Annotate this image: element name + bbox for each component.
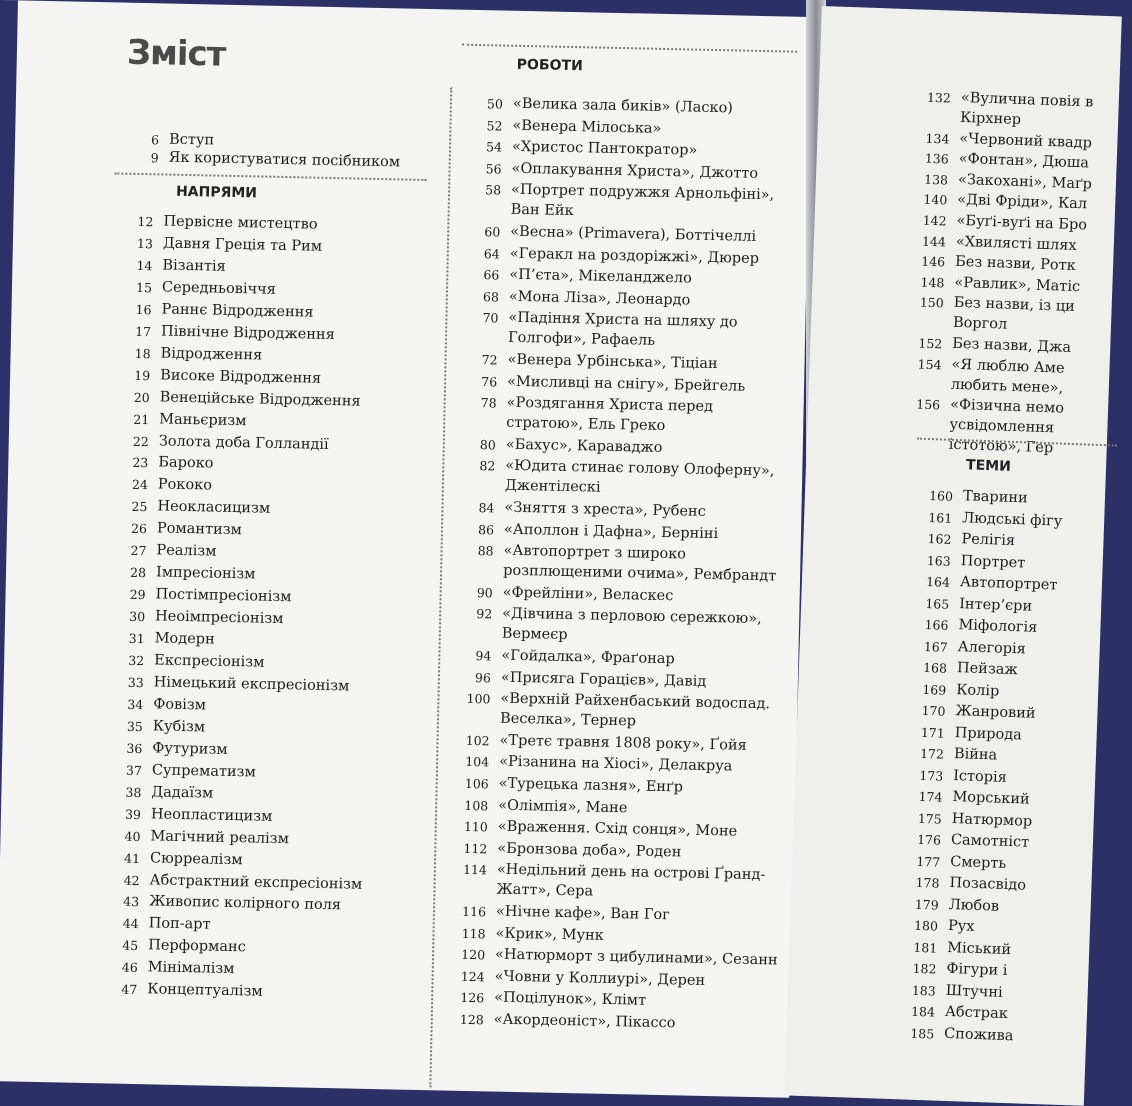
toc-page-number: 181: [913, 939, 938, 956]
toc-entry-title: «Хвилясті шлях: [955, 233, 1077, 254]
toc-entry-title: «Аполлон і Дафна», Берніні: [503, 521, 719, 542]
toc-page-number: 60: [484, 224, 501, 240]
toc-page-number: 31: [128, 630, 145, 647]
toc-entry-title: «Крик», Мунк: [495, 925, 605, 944]
toc-page-number: 17: [135, 323, 152, 339]
toc-entry-title: Візантія: [162, 257, 226, 275]
toc-entry-title-continued: розплющеними очима», Рембрандт: [502, 562, 777, 585]
toc-entry-title: «Закохані», Маґр: [957, 171, 1093, 193]
toc-page-number: 6: [150, 132, 160, 148]
toc-page-number: 82: [479, 458, 496, 474]
toc-page-number: 166: [924, 616, 949, 633]
toc-entry-title-continued: усвідомлення: [949, 416, 1055, 437]
toc-page-number: 140: [923, 192, 948, 208]
toc-page-number: 25: [131, 499, 148, 515]
toc-entry-title: «Враження. Схід сонця», Моне: [497, 818, 738, 840]
toc-page-number: 88: [477, 543, 494, 559]
toc-entry-title: Концептуалізм: [147, 981, 263, 1000]
toc-page-number: 102: [465, 732, 490, 749]
toc-entry-title: «Присяга Горацієв», Давід: [500, 669, 707, 690]
toc-entry-title: «Портрет подружжя Арнольфіні»,: [510, 182, 775, 204]
toc-entry-title: Постімпресіонізм: [155, 586, 292, 606]
toc-entry-title: Імпресіонізм: [155, 564, 256, 583]
toc-entry-title-continued: Джентілескі: [504, 478, 601, 497]
toc-entry-title: «Червоний квадр: [959, 130, 1093, 152]
toc-entry-title: Історія: [952, 767, 1008, 786]
toc-page-number: 66: [483, 267, 500, 283]
toc-page-number: 34: [127, 696, 144, 713]
toc-page-number: 118: [461, 925, 486, 941]
toc-entry-title-continued: Голгофи», Рафаель: [507, 330, 656, 350]
toc-entry-title: Алегорія: [957, 638, 1027, 658]
toc-entry-title: Раннє Відродження: [161, 301, 314, 321]
toc-entry-title: Спожива: [943, 1025, 1014, 1044]
toc-entry-title: «Верхній Райхенбаський водоспад.: [500, 690, 771, 713]
toc-page-number: 170: [921, 702, 946, 719]
toc-entry-title: Живопис колірного поля: [148, 893, 342, 914]
toc-entry-title: «Я люблю Аме: [951, 356, 1065, 377]
toc-entry-title: Середньовіччя: [161, 279, 277, 298]
toc-page-number: 148: [920, 274, 945, 291]
toc-page-number: 167: [923, 638, 948, 655]
toc-page-number: 72: [481, 352, 498, 368]
toc-page-number: 152: [918, 335, 943, 352]
toc-page-number: 13: [136, 235, 154, 252]
toc-entry-title: Неокласицизм: [157, 498, 271, 518]
toc-entry-title: «Турецька лазня», Енґр: [498, 775, 684, 796]
toc-entry-title: Рококо: [157, 476, 213, 494]
toc-entry-title: «Поцілунок», Клімт: [494, 989, 647, 1010]
toc-entry-title: Неопластицизм: [150, 805, 273, 825]
toc-entry-title: «Велика зала биків» (Ласко): [512, 95, 734, 117]
toc-entry-title: Жанровий: [955, 703, 1036, 722]
toc-page-number: 36: [126, 740, 143, 756]
toc-page-number: 178: [915, 874, 940, 891]
toc-entry-title: «Натюрморт з цибулинами», Сезанн: [494, 946, 778, 969]
toc-entry-title-continued: Жатт», Сера: [496, 881, 594, 901]
toc-entry-title: «Оплакування Христа», Джотто: [511, 160, 759, 182]
toc-entry-title: Природа: [954, 724, 1023, 743]
divider-roboty: [462, 44, 797, 53]
toc-entry-title: Давня Греція та Рим: [162, 235, 323, 255]
toc-page-number: 100: [466, 691, 491, 707]
toc-page-number: 30: [129, 608, 146, 625]
toc-page-number: 124: [460, 968, 485, 985]
toc-entry-title: Бароко: [158, 454, 214, 473]
toc-entry-title: Експресіонізм: [154, 652, 265, 671]
toc-page-number: 29: [129, 586, 146, 603]
toc-page-number: 58: [485, 182, 502, 198]
toc-entry-title: Як користуватися посібником: [168, 149, 401, 171]
toc-entry-title: Колір: [955, 681, 1000, 700]
toc-page-number: 26: [130, 521, 148, 537]
toc-page-number: 33: [127, 674, 144, 691]
toc-entry-title: «Падіння Христа на шляху до: [508, 310, 738, 331]
toc-page-number: 12: [137, 213, 154, 230]
toc-entry-title: «Човни у Коллиурі», Дерен: [494, 968, 706, 989]
toc-page-number: 19: [134, 367, 151, 383]
toc-entry-title: «Недільний день на острові Ґранд-: [496, 861, 766, 884]
toc-entry-title: Супрематизм: [151, 762, 257, 781]
toc-entry-title: Натюрмор: [951, 810, 1033, 830]
toc-page-number: 90: [476, 584, 493, 601]
toc-entry-title-continued: Вермеєр: [501, 626, 568, 644]
toc-page-number: 50: [486, 96, 504, 112]
toc-entry-title: «Акордеоніст», Пікассо: [493, 1011, 676, 1032]
toc-entry-title: Портрет: [960, 552, 1026, 571]
toc-page-number: 37: [125, 762, 143, 778]
toc-entry-title-continued: Ван Ейк: [510, 202, 574, 220]
toc-entry-title: Сюрреалізм: [149, 849, 243, 868]
toc-page-number: 96: [474, 669, 492, 686]
toc-page-number: 169: [922, 681, 947, 698]
toc-page-number: 173: [919, 767, 944, 784]
section-heading-napryamy: НАПРЯМИ: [175, 183, 258, 202]
toc-entry-title: Магічний реалізм: [150, 827, 290, 847]
toc-entry-title: Морський: [952, 789, 1030, 808]
toc-entry-title: «Мисливці на снігу», Брейгель: [506, 373, 746, 395]
toc-page-number: 45: [122, 938, 139, 954]
toc-page-number: 174: [918, 788, 943, 805]
toc-entry-title: Війна: [953, 746, 998, 764]
toc-page-number: 172: [919, 745, 945, 762]
toc-entry-title: «Нічне кафе», Ван Гог: [495, 903, 670, 924]
toc-entry-title: «Фонтан», Дюша: [958, 151, 1090, 172]
toc-entry-title: «Венера Мілоська»: [512, 117, 662, 137]
toc-entry-title: Абстрактний експресіонізм: [149, 871, 363, 893]
toc-page-number: 86: [477, 521, 495, 538]
toc-page-number: 24: [131, 477, 149, 493]
toc-entry-title: Первісне мистецтво: [163, 213, 318, 233]
toc-page-number: 116: [461, 903, 487, 920]
toc-page-number: 84: [478, 500, 495, 516]
toc-page-number: 175: [917, 810, 942, 827]
toc-entry-title: Дадаїзм: [151, 784, 214, 802]
toc-page-number: 47: [121, 982, 138, 998]
toc-entry-title: «Бронзова доба», Роден: [497, 840, 682, 861]
toc-entry-title: «Фізична немо: [949, 396, 1065, 417]
toc-page-number: 182: [912, 960, 937, 977]
toc-entry-title: Вступ: [168, 131, 215, 149]
toc-page-number: 138: [923, 171, 949, 188]
toc-page-number: 9: [150, 150, 159, 166]
toc-entry-title: Абстрак: [944, 1003, 1009, 1023]
toc-entry-title: Тварини: [962, 488, 1028, 507]
toc-entry-title: Автопортрет: [959, 574, 1058, 594]
toc-page-number: 27: [130, 543, 147, 559]
toc-page-number: 132: [926, 89, 952, 106]
toc-entry-title: «Зняття з хреста», Рубенс: [504, 499, 706, 520]
toc-page-number: 23: [132, 455, 149, 471]
toc-entry-title: «Геракл на роздоріжжі», Дюрер: [509, 245, 760, 267]
toc-entry-title-continued: Кірхнер: [959, 109, 1022, 129]
toc-entry-title: Штучні: [945, 982, 1003, 1001]
toc-entry-title: «П’єта», Мікеланджело: [509, 266, 692, 287]
toc-entry-title: «Дівчина з перловою сережкою»,: [502, 606, 762, 628]
toc-entry-title: Перформанс: [148, 937, 246, 956]
toc-entry-title: Кубізм: [152, 718, 206, 736]
toc-entry-title: Пейзаж: [956, 660, 1019, 679]
toc-page-number: 160: [928, 488, 954, 504]
toc-entry-title: Відродження: [160, 345, 263, 364]
toc-page-number: 163: [926, 552, 951, 569]
toc-page-number: 40: [124, 828, 141, 844]
toc-page-number: 18: [134, 345, 151, 361]
toc-entry-title: Смерть: [949, 853, 1007, 872]
toc-entry-title: Фігури і: [946, 960, 1008, 980]
toc-entry-title: Без назви, Ротк: [954, 253, 1076, 275]
toc-page-number: 165: [925, 595, 950, 612]
toc-entry-title: Рух: [947, 917, 975, 935]
toc-entry-title: Романтизм: [156, 520, 243, 539]
toc-entry-title: Реалізм: [156, 542, 217, 560]
toc-entry-title: Інтер’єри: [958, 595, 1033, 615]
toc-page-number: 38: [125, 784, 142, 800]
toc-entry-title: «Роздягання Христа перед: [506, 394, 714, 416]
toc-page-number: 177: [916, 853, 941, 870]
toc-entry-title: Неоімпресіонізм: [154, 608, 284, 628]
toc-entry-title: Самотніст: [950, 832, 1030, 851]
toc-entry-title: Золота доба Голландії: [158, 432, 329, 453]
toc-entry-title: Футуризм: [152, 740, 228, 758]
toc-page-number: 76: [481, 373, 498, 390]
toc-page-number: 94: [475, 648, 492, 664]
toc-entry-title: «Автопортрет з широко: [503, 542, 687, 563]
toc-page-number: 180: [913, 917, 939, 934]
toc-entry-title: Поп-арт: [148, 915, 211, 934]
toc-page-number: 28: [129, 565, 147, 581]
toc-page-number: 20: [133, 389, 150, 405]
toc-page-number: 52: [486, 117, 503, 134]
toc-entry-title: Людські фігу: [961, 509, 1063, 530]
toc-page-number: 126: [460, 990, 485, 1006]
toc-entry-title-continued: істотою», Гер: [948, 436, 1054, 457]
toc-page-number: 46: [121, 960, 138, 976]
toc-page-number: 80: [479, 436, 496, 453]
toc-page-number: 106: [464, 775, 489, 792]
toc-page-number: 104: [465, 754, 490, 770]
toc-page-number: 39: [124, 806, 142, 822]
toc-page-number: 154: [917, 356, 942, 372]
toc-page-number: 35: [126, 718, 143, 734]
toc-page-number: 22: [132, 433, 149, 449]
page-title: Зміст: [126, 32, 226, 75]
toc-entry-title: Мінімалізм: [147, 959, 235, 978]
toc-entry-title: «Дві Фріди», Кал: [957, 192, 1088, 213]
toc-page-number: 14: [136, 257, 153, 274]
toc-entry-title: «Третє травня 1808 року», Ґойя: [499, 732, 747, 754]
toc-entry-title: Любов: [948, 896, 1000, 915]
toc-page-number: 150: [919, 294, 944, 311]
toc-entry-title: «Олімпія», Мане: [498, 797, 628, 816]
toc-entry-title: Фовізм: [153, 696, 207, 714]
toc-page-number: 146: [921, 253, 946, 270]
toc-entry-title: «Венера Урбінська», Тіціан: [507, 351, 718, 373]
toc-page-number: 108: [464, 797, 489, 813]
divider-napryamy: [114, 172, 426, 181]
toc-page-number: 110: [463, 819, 488, 835]
toc-entry-title: Високе Відродження: [160, 367, 322, 387]
toc-entry-title: Без назви, Джа: [952, 335, 1072, 356]
toc-page-number: 184: [910, 1003, 936, 1020]
toc-entry-title-continued: Воргол: [952, 315, 1008, 334]
section-heading-temy: ТЕМИ: [965, 457, 1012, 475]
toc-page-number: 136: [924, 150, 949, 167]
toc-page-number: 21: [133, 411, 150, 427]
toc-page-number: 161: [928, 509, 953, 526]
toc-page-number: 68: [482, 288, 500, 305]
toc-entry-title: «Гойдалка», Фраґонар: [501, 647, 675, 668]
toc-entry-title: «Христос Пантократор»: [511, 138, 698, 159]
toc-page-number: 176: [916, 831, 942, 848]
toc-entry-title: Німецький експресіонізм: [153, 674, 350, 695]
toc-entry-title: Без назви, із ци: [953, 295, 1076, 316]
toc-entry-title: «Вулична повія в: [960, 89, 1094, 111]
toc-entry-title-continued: стратою», Ель Греко: [506, 414, 666, 435]
toc-entry-title: Позасвідо: [949, 874, 1027, 894]
toc-page-number: 32: [128, 652, 145, 669]
toc-entry-title: «Весна» (Primavera), Боттічеллі: [510, 223, 757, 245]
toc-entry-title: «Буґі-вуґі на Бро: [956, 212, 1088, 234]
toc-page-number: 156: [916, 396, 941, 413]
toc-page-number: 128: [459, 1011, 484, 1028]
toc-page-number: 179: [914, 896, 939, 913]
toc-page-number: 164: [925, 573, 951, 590]
toc-entry-title: Венеційське Відродження: [159, 389, 361, 410]
toc-entry-title: Маньєризм: [159, 410, 247, 429]
toc-entry-title: «Юдита стинає голову Олоферну»,: [505, 458, 775, 480]
toc-page-number: 16: [135, 301, 152, 318]
toc-page-number: 114: [462, 862, 488, 878]
right-page: [784, 6, 1122, 1106]
toc-page-number: 70: [482, 310, 499, 326]
toc-page-number: 41: [123, 850, 141, 866]
toc-entry-title: Північне Відродження: [160, 323, 335, 343]
toc-page-number: 162: [927, 531, 952, 547]
toc-page-number: 112: [463, 840, 488, 857]
toc-page-number: 168: [922, 659, 948, 676]
toc-page-number: 185: [910, 1025, 935, 1042]
toc-page-number: 142: [922, 212, 947, 229]
toc-entry-title: Релігія: [961, 531, 1016, 550]
toc-page-number: 120: [461, 947, 486, 963]
toc-page-number: 144: [921, 233, 947, 250]
toc-entry-title-continued: Веселка», Тернер: [499, 710, 637, 730]
toc-entry-title: Міський: [946, 939, 1012, 958]
toc-page-number: 43: [123, 894, 140, 910]
toc-page-number: 92: [476, 606, 493, 622]
toc-entry-title: «Різанина на Хіосі», Делакруа: [498, 754, 733, 775]
toc-page-number: 44: [122, 916, 139, 932]
toc-page-number: 15: [135, 279, 153, 296]
toc-page-number: 42: [123, 872, 140, 888]
toc-page-number: 78: [480, 395, 497, 411]
toc-entry-title: Міфологія: [958, 617, 1038, 636]
section-heading-roboty: РОБОТИ: [516, 56, 583, 75]
toc-page-number: 64: [483, 245, 500, 262]
toc-page-number: 134: [925, 130, 950, 147]
toc-page-number: 54: [485, 139, 503, 155]
toc-entry-title: Модерн: [154, 630, 215, 648]
toc-entry-title: «Мона Ліза», Леонардо: [508, 288, 691, 309]
toc-entry-title: «Равлик», Матіс: [954, 274, 1081, 295]
toc-entry-title-continued: любить мене»,: [950, 376, 1064, 397]
toc-entry-title: «Бахус», Караваджо: [505, 436, 663, 456]
toc-page-number: 183: [911, 982, 936, 999]
toc-page-number: 171: [920, 724, 945, 741]
toc-page-number: 56: [485, 161, 502, 177]
toc-entry-title: «Фрейліни», Веласкес: [502, 584, 674, 605]
